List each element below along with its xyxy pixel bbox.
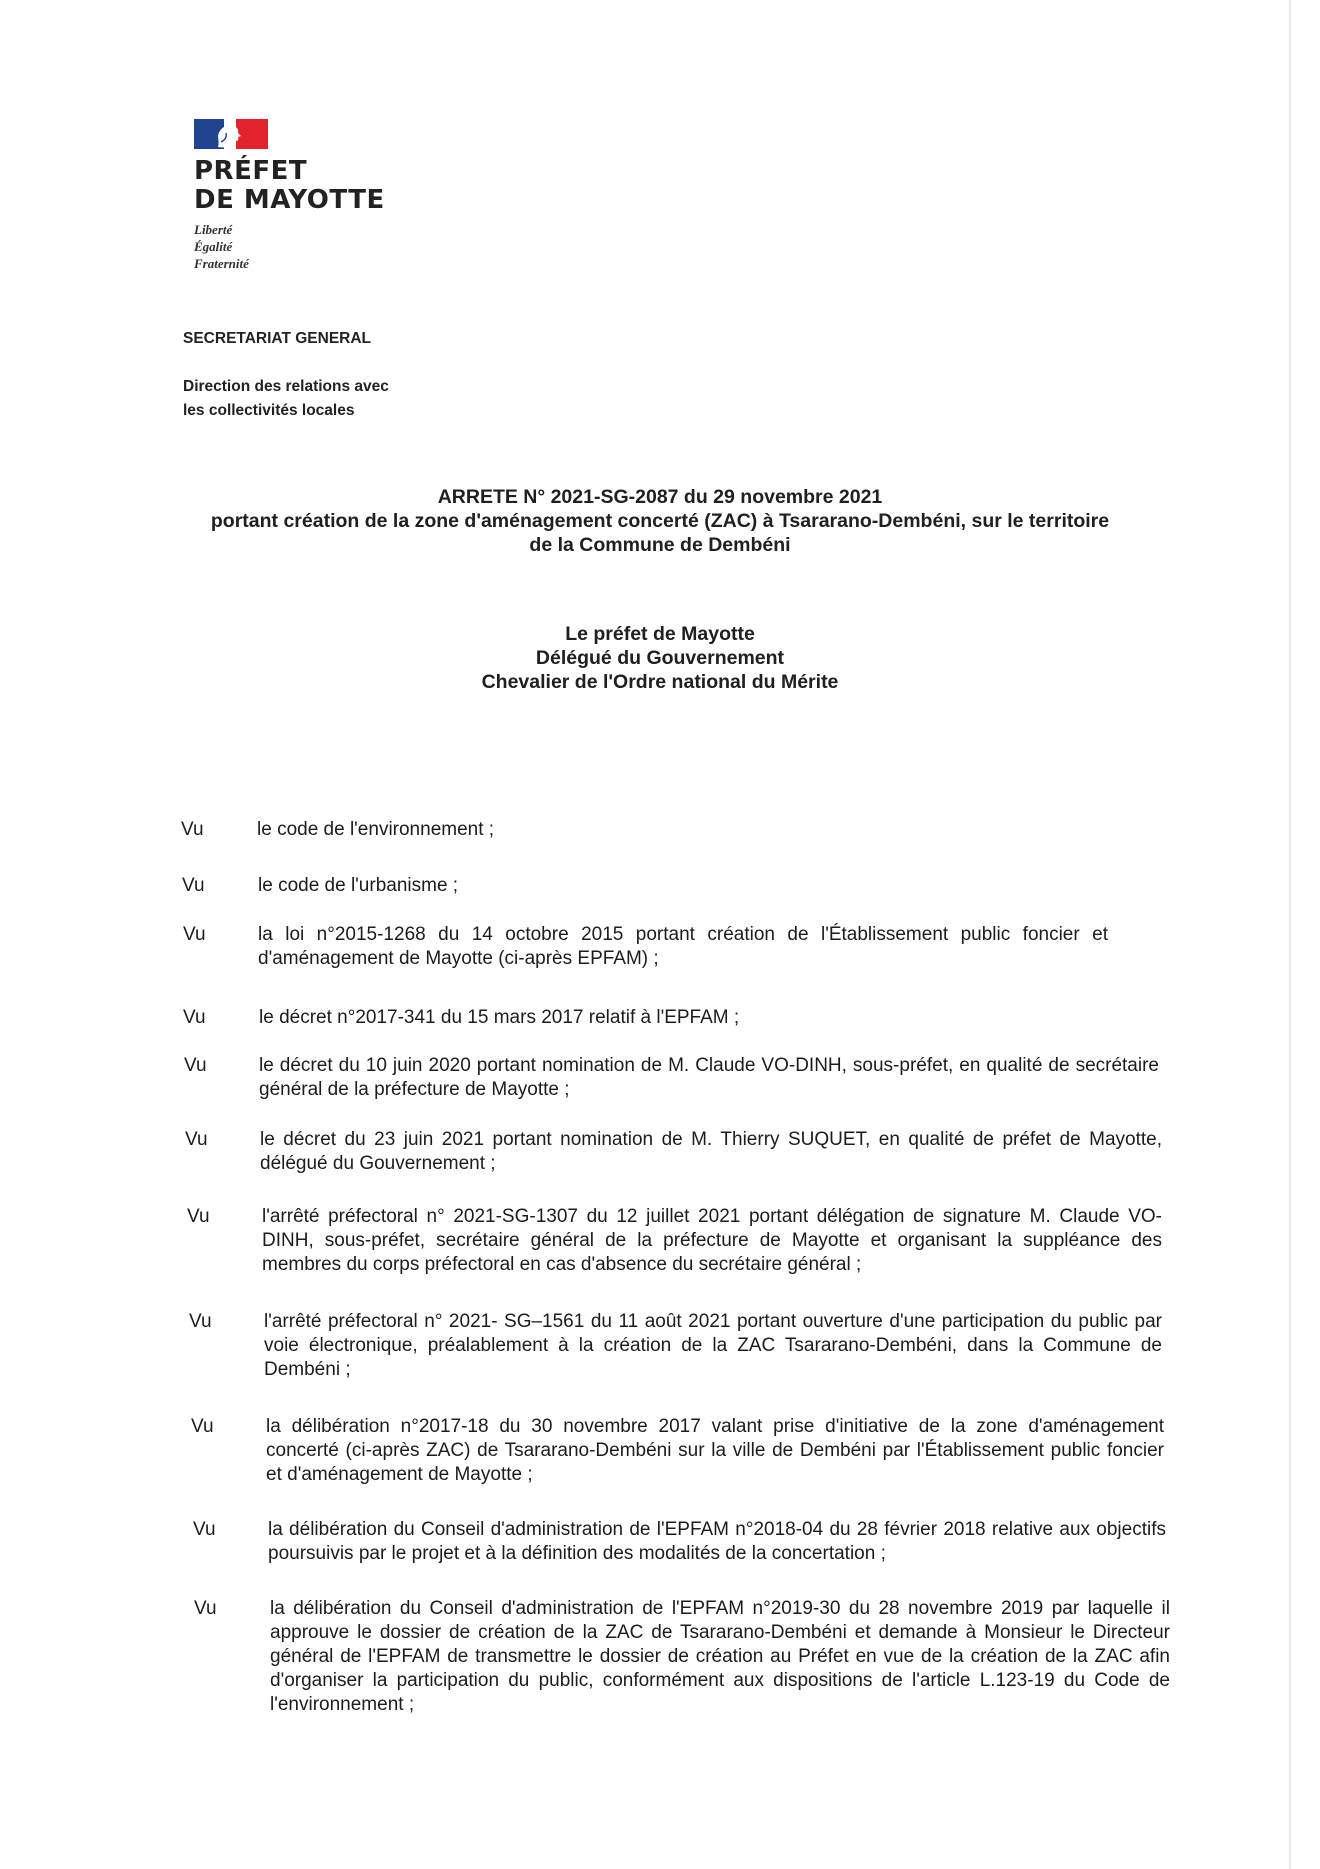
scan-edge [1289,0,1291,1869]
decree-title [150,485,1170,557]
direction-line-1: Direction des relations avec [183,378,389,395]
direction-heading [183,375,389,423]
visa-text: la délibération du Conseil d'administration de l'EPFAM n°2019-30 du 28 novembre 2019 par laquelle il approuve le dossier de création de la ZAC de Tsararano-Dembéni et demande à Monsieur le Directeur général de l'EPFAM de transmettre le dossier de création au Préfet en vue de la création de la ZAC afin d'organiser la participation du public, conformément aux dispositions de l'article L.123-19 du Code de l'environnement ; [270,1598,1170,1715]
visa-text: le décret n°2017-341 du 15 mars 2017 relatif à l'EPFAM ; [259,1007,740,1028]
visa-label: Vu [182,875,205,896]
visa-text: la délibération du Conseil d'administration de l'EPFAM n°2018-04 du 28 février 2018 relative aux objectifs poursuivis par le projet et à la définition des modalités de la concertation ; [268,1519,1166,1564]
visa-label: Vu [185,1129,208,1150]
visa-label: Vu [181,819,204,840]
signatory-line-2: Délégué du Gouvernement [535,647,785,669]
visa-label: Vu [187,1206,210,1227]
decree-title-line-2: portant création de la zone d'aménagement concerté (ZAC) à Tsararano-Dembéni, sur le territoire [210,510,1110,532]
visa-text: l'arrêté préfectoral n° 2021-SG-1307 du 12 juillet 2021 portant délégation de signature M. Claude VO-DINH, sous-préfet, secrétaire général de la préfecture de Mayotte et organisant la suppléance des membres du corps préfectoral en cas d'absence du secrétaire général ; [262,1206,1162,1275]
visa-text: le décret du 10 juin 2020 portant nomination de M. Claude VO-DINH, sous-préfet, en qualité de secrétaire général de la préfecture de Mayotte ; [259,1055,1159,1100]
decree-title-line-1: ARRETE N° 2021-SG-2087 du 29 novembre 2021 [437,486,883,508]
visa-label: Vu [193,1519,216,1540]
motto-egalite: Égalité [194,239,233,254]
visa-label: Vu [189,1311,212,1332]
decree-title-line-3: de la Commune de Dembéni [529,534,791,556]
motto-fraternite: Fraternité [194,256,249,271]
visa-label: Vu [183,1007,206,1028]
visa-text: le code de l'urbanisme ; [258,875,459,896]
direction-line-2: les collectivités locales [183,402,355,419]
marianne-flag-icon [194,119,268,149]
signatory-line-1: Le préfet de Mayotte [565,623,755,645]
republic-motto [194,221,385,272]
institution-line-1: PRÉFET [194,156,308,186]
signatory-block [310,622,1010,694]
visa-text: la délibération n°2017-18 du 30 novembre 2017 valant prise d'initiative de la zone d'aménagement concerté (ci-après ZAC) de Tsararano-Dembéni sur la ville de Dembéni par l'Établissement public foncier et d'aménagement de Mayotte ; [266,1416,1164,1485]
signatory-line-3: Chevalier de l'Ordre national du Mérite [481,671,839,693]
visa-text: la loi n°2015-1268 du 14 octobre 2015 portant création de l'Établissement public foncier et d'aménagement de Mayotte (ci-après EPFAM) ; [258,924,1108,969]
visa-text: le décret du 23 juin 2021 portant nomination de M. Thierry SUQUET, en qualité de préfet de Mayotte, délégué du Gouvernement ; [260,1129,1162,1174]
visa-text: le code de l'environnement ; [257,819,495,840]
visa-text: l'arrêté préfectoral n° 2021- SG–1561 du 11 août 2021 portant ouverture d'une participation du public par voie électronique, préalablement à la création de la ZAC Tsararano-Dembéni, dans la Commune de Dembéni ; [264,1311,1162,1380]
visa-label: Vu [184,1055,207,1076]
motto-liberte: Liberté [194,222,233,237]
visa-label: Vu [191,1416,214,1437]
visa-label: Vu [194,1598,217,1619]
prefecture-logo [194,119,385,272]
marianne-profile-icon [212,120,246,148]
service-heading: SECRETARIAT GENERAL [183,330,372,347]
visa-label: Vu [183,924,206,945]
institution-line-2: DE MAYOTTE [194,185,385,215]
